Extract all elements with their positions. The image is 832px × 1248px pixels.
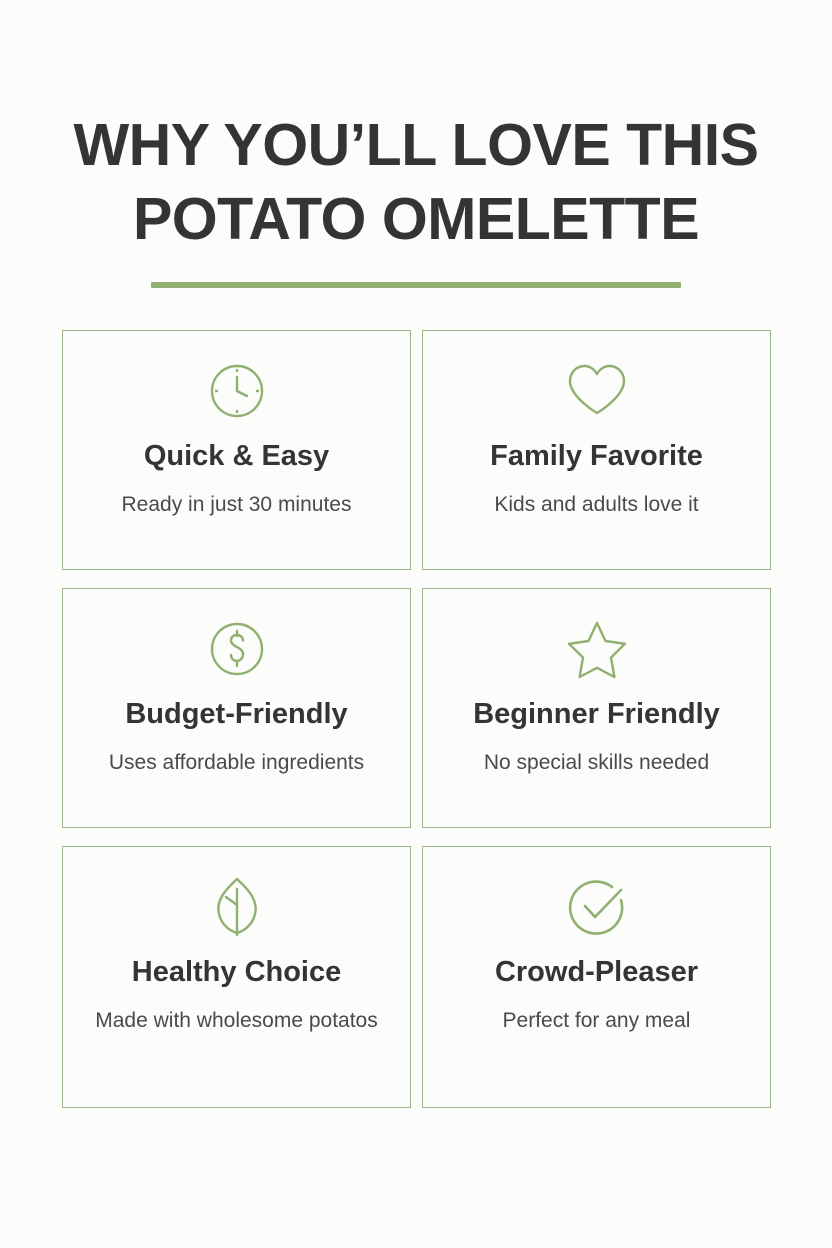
benefit-title: Budget-Friendly [125,698,348,730]
benefit-card-quick-easy [62,330,411,570]
benefit-subtitle: Perfect for any meal [502,1009,691,1032]
page-title-line-1: WHY YOU’LL LOVE THIS [73,112,759,178]
benefit-title: Beginner Friendly [473,698,720,730]
heart-icon [564,359,630,423]
page-title-line-2: POTATO OMELETTE [132,186,700,252]
benefit-subtitle: Kids and adults love it [494,493,699,516]
benefit-card-family-favorite [422,330,771,570]
benefit-subtitle: Made with wholesome potatos [95,1009,378,1032]
benefit-subtitle: No special skills needed [483,751,710,774]
benefit-title: Family Favorite [490,440,703,472]
star-icon [564,617,630,681]
benefit-title: Healthy Choice [131,956,342,988]
benefit-subtitle: Ready in just 30 minutes [121,493,352,516]
benefit-card-healthy-choice [62,846,411,1108]
page-title [62,0,770,288]
title-divider [151,282,681,288]
clock-icon [206,359,268,423]
benefits-grid [62,330,770,1108]
check-circle-icon [565,875,629,939]
dollar-circle-icon [206,617,268,681]
benefit-subtitle: Uses affordable ingredients [108,751,365,774]
benefit-card-budget-friendly [62,588,411,828]
benefit-card-beginner-friendly [422,588,771,828]
benefit-card-crowd-pleaser [422,846,771,1108]
leaf-icon [208,875,266,939]
benefit-title: Crowd-Pleaser [494,956,699,988]
benefit-title: Quick & Easy [143,440,330,472]
page-title-text [62,108,770,256]
